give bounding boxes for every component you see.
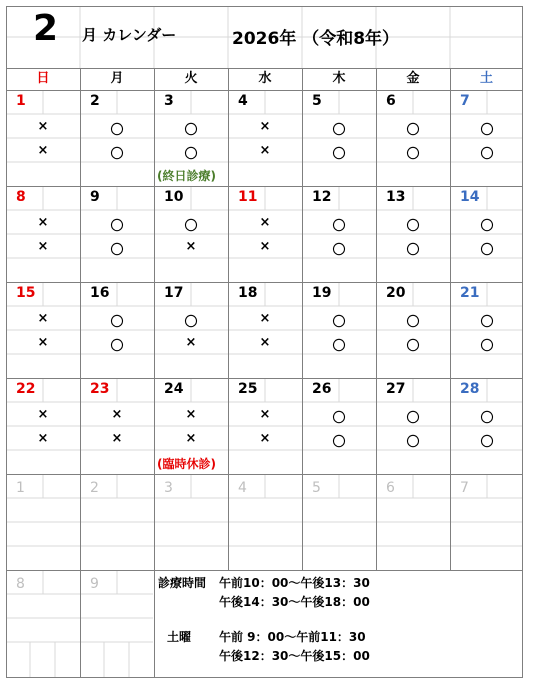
am-status: 〇 [110, 219, 124, 234]
pm-status: × [185, 431, 197, 446]
day-number: 3 [164, 93, 174, 109]
hours-line-1: 午前10：00～午後13：30 [219, 576, 370, 590]
pm-status: × [185, 335, 197, 350]
am-status: 〇 [480, 315, 494, 330]
weekday-wed: 水 [258, 71, 272, 86]
pm-status: 〇 [406, 435, 420, 450]
am-status: 〇 [184, 315, 198, 330]
day-number: 16 [90, 285, 110, 301]
month-number: 2 [33, 8, 59, 49]
am-status: × [259, 311, 271, 326]
day-number: 10 [164, 189, 184, 205]
day-number: 17 [164, 285, 184, 301]
pm-status: × [111, 431, 123, 446]
weekday-tue: 火 [184, 71, 198, 86]
pm-status: 〇 [110, 243, 124, 258]
pm-status: 〇 [480, 435, 494, 450]
day-number: 6 [386, 93, 396, 109]
am-status: 〇 [406, 315, 420, 330]
saturday-line-2: 午後12：30～午後15：00 [219, 649, 370, 663]
pm-status: × [259, 431, 271, 446]
pm-status: × [37, 431, 49, 446]
pm-status: × [37, 239, 49, 254]
day-number: 20 [386, 285, 406, 301]
pm-status: 〇 [480, 147, 494, 162]
day-number: 23 [90, 381, 110, 397]
pm-status: 〇 [480, 339, 494, 354]
saturday-line-1: 午前 9：00～午前11：30 [219, 630, 366, 644]
day-number: 4 [238, 93, 248, 109]
weekday-mon: 月 [110, 71, 124, 86]
day-number: 7 [460, 93, 470, 109]
pm-status: 〇 [332, 339, 346, 354]
pm-status: × [37, 143, 49, 158]
saturday-label: 土曜 [167, 630, 192, 644]
day-number: 19 [312, 285, 332, 301]
am-status: × [259, 119, 271, 134]
day-number: 27 [386, 381, 406, 397]
weekday-sat: 土 [479, 71, 493, 86]
next-day-1: 1 [16, 480, 25, 496]
year-label: 2026年 （令和8年） [232, 29, 400, 49]
am-status: × [37, 119, 49, 134]
am-status: 〇 [110, 315, 124, 330]
hours-label: 診療時間 [158, 576, 207, 590]
am-status: 〇 [406, 123, 420, 138]
am-status: 〇 [406, 411, 420, 426]
day-number: 5 [312, 93, 322, 109]
next-day-6: 6 [386, 480, 395, 496]
pm-status: × [37, 335, 49, 350]
day-number: 15 [16, 285, 36, 301]
weekday-fri: 金 [406, 71, 420, 86]
month-label: 月 カレンダー [82, 26, 177, 44]
day-number: 24 [164, 381, 184, 397]
pm-status: 〇 [406, 339, 420, 354]
day-number: 18 [238, 285, 258, 301]
day-number: 8 [16, 189, 26, 205]
pm-status: 〇 [406, 243, 420, 258]
day-number: 13 [386, 189, 406, 205]
am-status: 〇 [332, 315, 346, 330]
pm-status: × [259, 239, 271, 254]
pm-status: 〇 [332, 147, 346, 162]
am-status: 〇 [110, 123, 124, 138]
day-number: 2 [90, 93, 100, 109]
am-status: × [259, 407, 271, 422]
next-day-3: 3 [164, 480, 173, 496]
day-number: 25 [238, 381, 258, 397]
am-status: 〇 [480, 123, 494, 138]
day-number: 21 [460, 285, 480, 301]
pm-status: 〇 [110, 339, 124, 354]
pm-status: × [259, 335, 271, 350]
next-day-4: 4 [238, 480, 247, 496]
day-number: 12 [312, 189, 332, 205]
day-number: 22 [16, 381, 36, 397]
next-day-5: 5 [312, 480, 321, 496]
am-status: 〇 [332, 411, 346, 426]
am-status: 〇 [480, 411, 494, 426]
pm-status: 〇 [332, 435, 346, 450]
am-status: 〇 [184, 219, 198, 234]
pm-status: 〇 [110, 147, 124, 162]
day-number: 26 [312, 381, 332, 397]
day-number: 1 [16, 93, 26, 109]
day-note: (終日診療) [157, 169, 216, 183]
am-status: 〇 [332, 123, 346, 138]
next-day-7: 7 [460, 480, 469, 496]
am-status: × [185, 407, 197, 422]
day-number: 14 [460, 189, 480, 205]
next-day-8: 8 [16, 576, 25, 592]
am-status: × [111, 407, 123, 422]
weekday-thu: 木 [332, 71, 346, 86]
am-status: 〇 [406, 219, 420, 234]
next-day-9: 9 [90, 576, 99, 592]
am-status: 〇 [332, 219, 346, 234]
pm-status: 〇 [184, 147, 198, 162]
day-note: (臨時休診) [157, 457, 216, 471]
weekday-sun: 日 [36, 71, 50, 86]
day-number: 11 [238, 189, 258, 205]
day-number: 28 [460, 381, 480, 397]
hours-line-2: 午後14：30～午後18：00 [219, 595, 370, 609]
am-status: 〇 [480, 219, 494, 234]
pm-status: × [259, 143, 271, 158]
am-status: × [259, 215, 271, 230]
day-number: 9 [90, 189, 100, 205]
am-status: 〇 [184, 123, 198, 138]
next-day-2: 2 [90, 480, 99, 496]
pm-status: 〇 [406, 147, 420, 162]
am-status: × [37, 215, 49, 230]
am-status: × [37, 407, 49, 422]
pm-status: 〇 [480, 243, 494, 258]
pm-status: × [185, 239, 197, 254]
am-status: × [37, 311, 49, 326]
pm-status: 〇 [332, 243, 346, 258]
